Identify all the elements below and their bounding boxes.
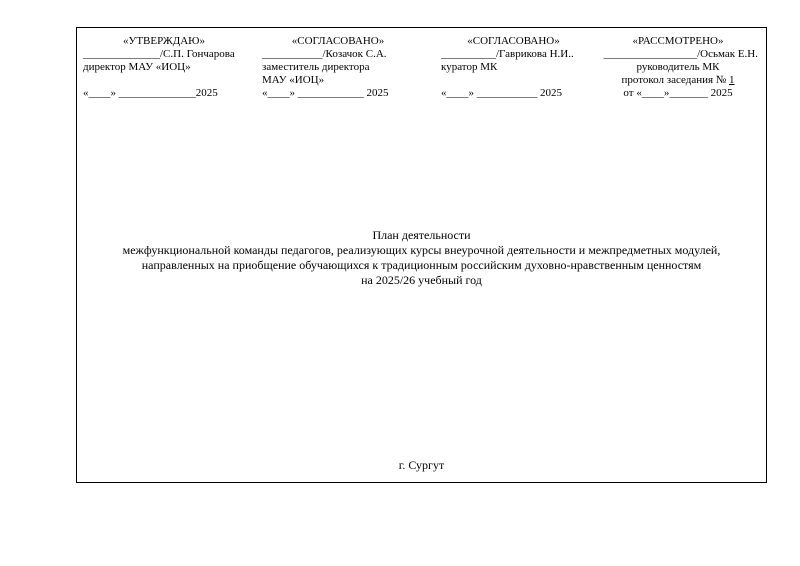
approval-block-agreed-2 [441, 35, 586, 100]
approval-block-approve [83, 35, 243, 100]
approval-heading: «РАССМОТРЕНО» [632, 35, 724, 47]
position-text: директор МАУ «ИОЦ» [83, 61, 191, 73]
approval-block-reviewed [598, 35, 758, 100]
protocol-line [598, 74, 758, 87]
position-text: куратор МК [441, 61, 498, 73]
protocol-label: протокол заседания № [621, 74, 730, 86]
spacer [83, 74, 243, 87]
position-text: заместитель директора [262, 61, 370, 73]
signature-line: _________________/Осьмак Е.Н. [603, 48, 758, 60]
approval-heading: «СОГЛАСОВАНО» [467, 35, 560, 47]
approval-block-agreed-1 [262, 35, 414, 100]
protocol-number: 1 [729, 74, 735, 86]
city-name: г. Сургут [398, 458, 445, 472]
signature-line: __________/Гаврикова Н.И.. [441, 48, 574, 60]
organization-text: МАУ «ИОЦ» [262, 74, 325, 86]
title-line-2: межфункциональной команды педагогов, реализующих курсы внеурочной деятельности и межпредметных модулей, [122, 243, 721, 257]
date-line: «____» ____________ 2025 [262, 87, 389, 99]
spacer [441, 74, 586, 87]
date-line: от «____»_______ 2025 [623, 87, 733, 99]
position-text: руководитель МК [636, 61, 720, 73]
title-line-1: План деятельности [372, 228, 471, 242]
signature-line: ______________/С.П. Гончарова [83, 48, 235, 60]
approval-heading: «СОГЛАСОВАНО» [291, 35, 385, 47]
date-line: «____» ___________ 2025 [441, 87, 562, 99]
approval-heading: «УТВЕРЖДАЮ» [123, 35, 205, 47]
title-line-4: на 2025/26 учебный год [361, 273, 482, 287]
document-title [76, 228, 767, 288]
signature-line: ___________/Козачок С.А. [262, 48, 387, 60]
date-line: «____» ______________2025 [83, 87, 218, 99]
title-line-3: направленных на приобщение обучающихся к традиционным российским духовно-нравственным ценностям [141, 258, 702, 272]
